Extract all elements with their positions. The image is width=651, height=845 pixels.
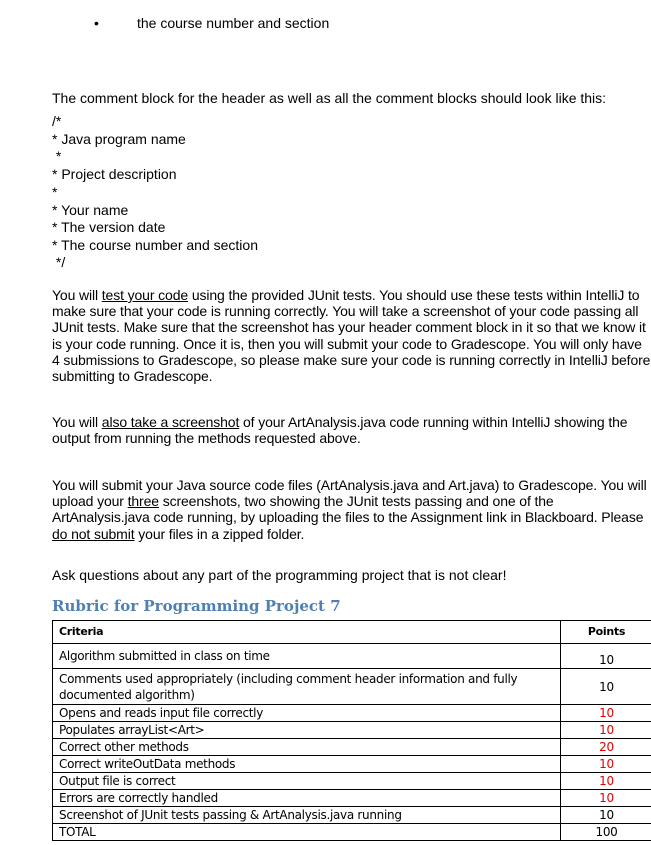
points-header: Points <box>561 621 651 644</box>
criteria-cell: Algorithm submitted in class on time <box>53 644 561 669</box>
para3-text-end: your files in a zipped folder. <box>134 525 305 542</box>
comment-line: /* <box>52 113 62 129</box>
test-your-code-link[interactable]: test your code <box>101 287 189 303</box>
table-row <box>53 722 651 739</box>
rubric-heading: Rubric for Programming Project 7 <box>52 597 341 615</box>
comment-line: */ <box>52 254 66 270</box>
points-cell: 100 <box>561 824 651 841</box>
criteria-cell: Comments used appropriately (including comment header information and fully documented algorithm) <box>53 669 561 705</box>
criteria-cell: Errors are correctly handled <box>53 790 561 807</box>
questions-note: Ask questions about any part of the programming project that is not clear! <box>52 567 507 583</box>
comment-line: * Your name <box>52 202 129 218</box>
criteria-cell: Screenshot of JUnit tests passing & ArtAnalysis.java running <box>53 807 561 824</box>
bullet-marker: • <box>94 15 99 31</box>
paragraph-submit <box>52 477 651 542</box>
points-cell: 10 <box>561 790 651 807</box>
criteria-cell: Correct writeOutData methods <box>53 756 561 773</box>
para2-text: You will <box>52 414 102 430</box>
para3-text: You will submit your Java source code files (ArtAnalysis.java and Art.java) to Gradescope. You will upload your <box>52 477 647 510</box>
points-cell: 10 <box>561 756 651 773</box>
criteria-cell: Opens and reads input file correctly <box>53 705 561 722</box>
table-row <box>53 790 651 807</box>
bullet-text: the course number and section <box>137 15 330 31</box>
comment-line: * Project description <box>52 166 177 182</box>
criteria-cell: TOTAL <box>53 824 561 841</box>
do-not-submit-underlined: do not submit <box>52 525 135 542</box>
table-row <box>53 807 651 824</box>
criteria-cell: Correct other methods <box>53 739 561 756</box>
comment-line: * The course number and section <box>52 237 258 253</box>
comment-line: * <box>52 148 62 164</box>
table-header-row <box>53 621 651 644</box>
para1-text: You will <box>52 287 102 303</box>
points-cell: 10 <box>561 705 651 722</box>
points-cell: 10 <box>561 773 651 790</box>
criteria-header: Criteria <box>53 621 561 644</box>
table-row <box>53 739 651 756</box>
para3-text-mid: screenshots, two showing the JUnit tests passing and one of the ArtAnalysis.java code running, by uploading the files to the Assignment link in Blackboard. Please <box>52 493 644 526</box>
points-cell: 10 <box>561 722 651 739</box>
table-row <box>53 773 651 790</box>
also-take-screenshot-link[interactable]: also take a screenshot <box>101 414 240 430</box>
three-underlined: three <box>127 493 159 510</box>
criteria-cell: Populates arrayList<Art> <box>53 722 561 739</box>
comment-intro: The comment block for the header as well as all the comment blocks should look like this: <box>52 90 607 106</box>
table-row <box>53 756 651 773</box>
criteria-cell: Output file is correct <box>53 773 561 790</box>
para1-text-rest: using the provided JUnit tests. You should use these tests within IntelliJ to make sure that your code is running correctly. You will take a screenshot of your code passing all JUnit tests. Make sure that the screenshot has your header comment block in it so that we know it is your code running. Once it is, then you will submit your code to Gradescope. You will only have 4 submissions to Gradescope, so please make sure your code is running correctly in IntelliJ before submitting to Gradescope. <box>52 287 651 385</box>
points-cell: 10 <box>561 807 651 824</box>
table-row <box>53 824 651 841</box>
rubric-table <box>52 620 651 841</box>
points-cell: 10 <box>561 669 651 705</box>
comment-line: * The version date <box>52 219 166 235</box>
table-row <box>53 669 651 705</box>
points-cell: 10 <box>561 644 651 669</box>
comment-line: * <box>52 184 58 200</box>
paragraph-test-code <box>52 287 651 384</box>
para2-text-rest: of your ArtAnalysis.java code running within IntelliJ showing the output from running the methods requested above. <box>52 414 628 447</box>
table-row <box>53 705 651 722</box>
paragraph-screenshot <box>52 414 651 446</box>
table-row <box>53 644 651 669</box>
points-cell: 20 <box>561 739 651 756</box>
comment-line: * Java program name <box>52 131 186 147</box>
